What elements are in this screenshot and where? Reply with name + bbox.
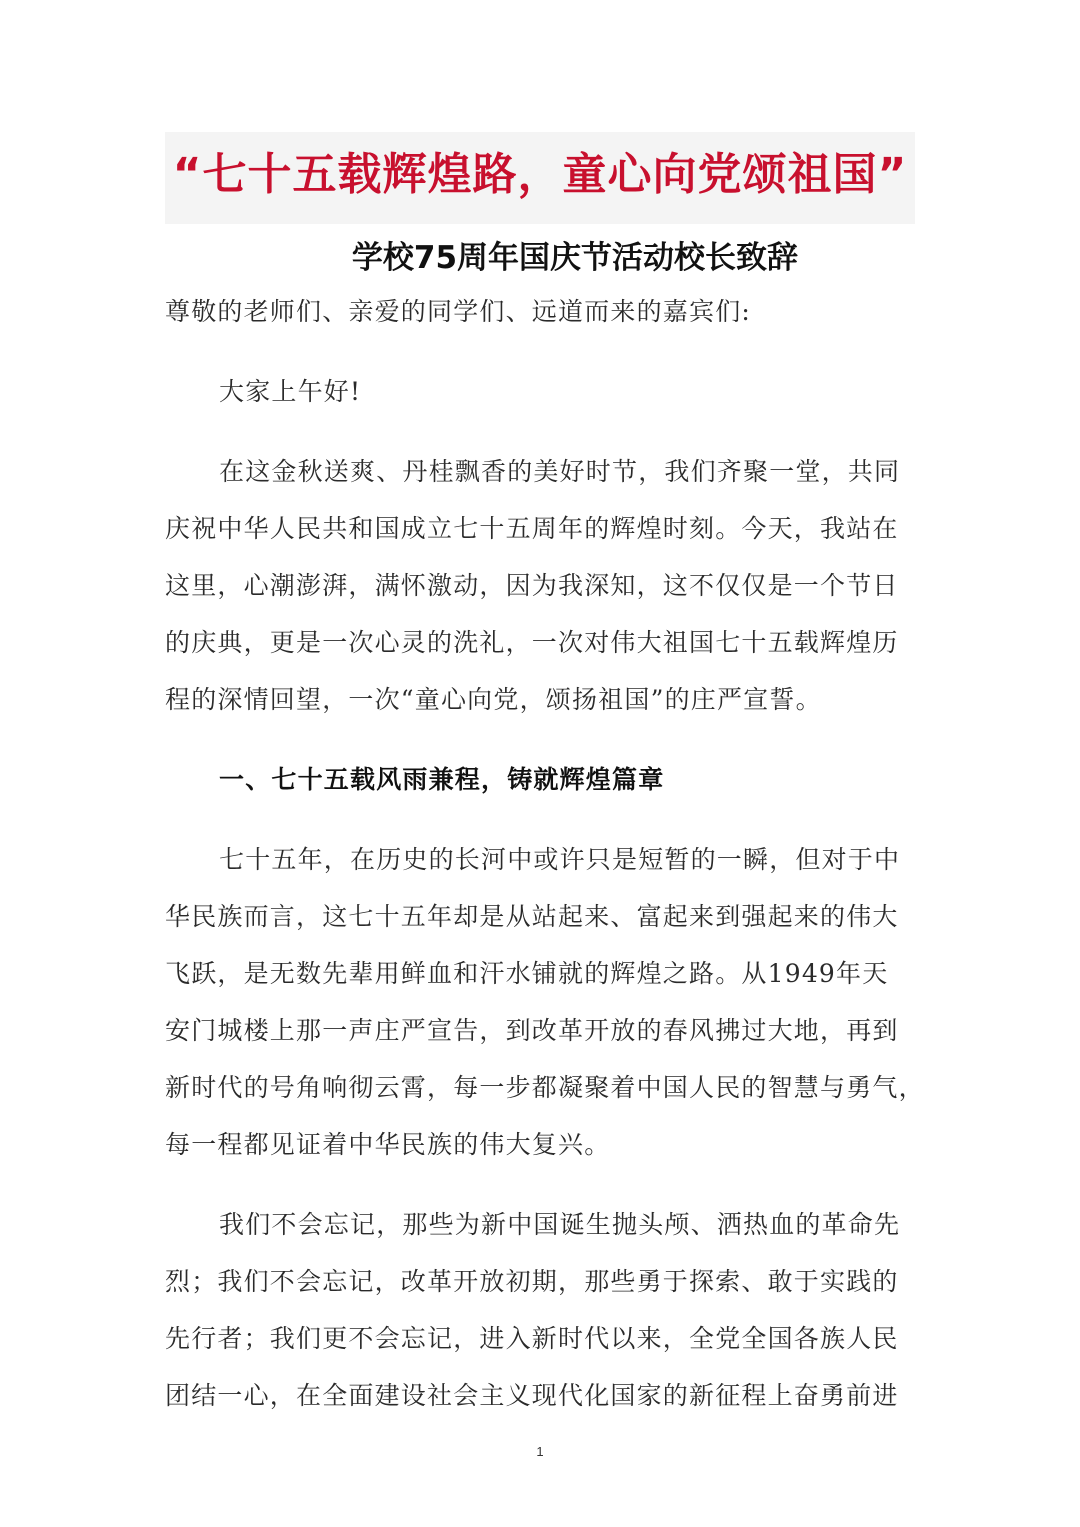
paragraph-line: 新时代的号角响彻云霄，每一步都凝聚着中国人民的智慧与勇气， bbox=[165, 1073, 925, 1102]
document-body bbox=[165, 287, 925, 1428]
paragraph-line: 华民族而言，这七十五年却是从站起来、富起来到强起来的伟大 bbox=[165, 902, 899, 931]
paragraph-line: 七十五年，在历史的长河中或许只是短暂的一瞬，但对于中 bbox=[219, 845, 901, 874]
paragraph-line: 我们不会忘记，那些为新中国诞生抛头颅、洒热血的革命先 bbox=[219, 1210, 901, 1239]
paragraph-line: 这里，心潮澎湃，满怀激动，因为我深知，这不仅仅是一个节日 bbox=[165, 571, 899, 600]
paragraph-line: 烈；我们不会忘记，改革开放初期，那些勇于探索、敢于实践的 bbox=[165, 1267, 899, 1296]
greeting-line: 大家上午好! bbox=[219, 377, 362, 406]
paragraph-line: 庆祝中华人民共和国成立七十五周年的辉煌时刻。今天，我站在 bbox=[165, 514, 899, 543]
page-number: 1 bbox=[536, 1444, 544, 1459]
paragraph-line: 团结一心，在全面建设社会主义现代化国家的新征程上奋勇前进 bbox=[165, 1381, 899, 1410]
paragraph-line: 安门城楼上那一声庄严宣告，到改革开放的春风拂过大地，再到 bbox=[165, 1016, 899, 1045]
paragraph-3 bbox=[165, 1200, 925, 1428]
paragraph-line: 飞跃，是无数先辈用鲜血和汗水铺就的辉煌之路。从1949年天 bbox=[165, 959, 889, 988]
main-title: “七十五载辉煌路，童心向党颂祖国” bbox=[172, 149, 908, 200]
subtitle: 学校75周年国庆节活动校长致辞 bbox=[351, 240, 799, 276]
paragraph-line: 先行者；我们更不会忘记，进入新时代以来，全党全国各族人民 bbox=[165, 1324, 899, 1353]
paragraph-line: 程的深情回望，一次“童心向党，颂扬祖国”的庄严宣誓。 bbox=[165, 685, 822, 714]
paragraph-line: 每一程都见证着中华民族的伟大复兴。 bbox=[165, 1130, 611, 1159]
paragraph-1 bbox=[165, 447, 925, 732]
paragraph-line: 的庆典，更是一次心灵的洗礼，一次对伟大祖国七十五载辉煌历 bbox=[165, 628, 899, 657]
paragraph-2 bbox=[165, 835, 925, 1177]
salutation-line: 尊敬的老师们、亲爱的同学们、远道而来的嘉宾们: bbox=[165, 297, 752, 326]
section-heading: 一、七十五载风雨兼程，铸就辉煌篇章 bbox=[219, 765, 665, 794]
paragraph-line: 在这金秋送爽、丹桂飘香的美好时节，我们齐聚一堂，共同 bbox=[219, 457, 901, 486]
